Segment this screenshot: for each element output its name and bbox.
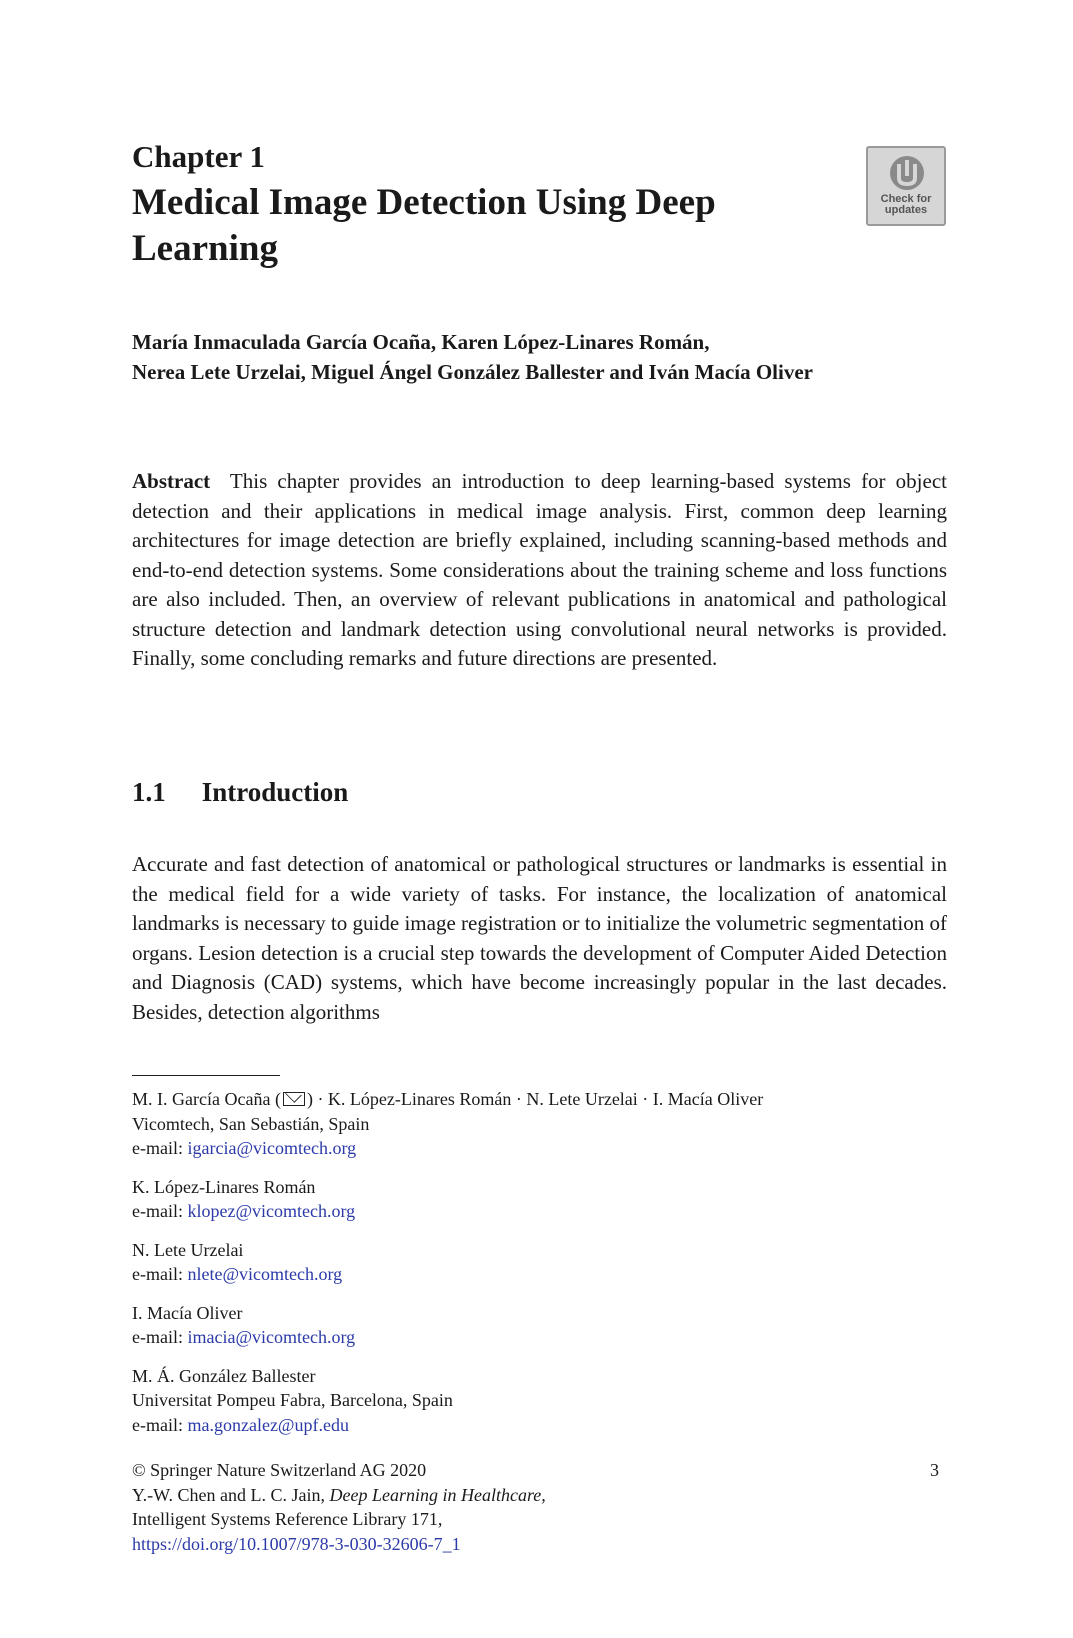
affiliation-vicomtech: Vicomtech, San Sebastián, Spain — [132, 1113, 370, 1134]
badge-text — [868, 194, 944, 216]
badge-line-1: Check for — [880, 193, 932, 205]
abstract-label: Abstract — [132, 469, 211, 493]
email-label: e-mail: — [132, 1138, 183, 1158]
author-name: K. López-Linares Román — [132, 1176, 316, 1197]
email-label: e-mail: — [132, 1264, 183, 1284]
author-list — [132, 327, 952, 387]
abstract — [132, 467, 947, 674]
authors-line-2: Nerea Lete Urzelai, Miguel Ángel González Ballester and Iván Macía Oliver — [132, 360, 813, 384]
email-link[interactable]: nlete@vicomtech.org — [187, 1264, 343, 1284]
section-number: 1.1 — [132, 777, 166, 807]
email-link[interactable]: imacia@vicomtech.org — [187, 1327, 356, 1347]
author-name: M. Á. González Ballester — [132, 1365, 316, 1386]
book-editors: Y.-W. Chen and L. C. Jain, — [132, 1484, 325, 1505]
author-footnotes — [132, 1087, 947, 1451]
coauthors-text: · K. López-Linares Román · N. Lete Urzelai · I. Macía Oliver — [317, 1089, 764, 1109]
email-link[interactable]: klopez@vicomtech.org — [187, 1201, 356, 1221]
email-link[interactable]: igarcia@vicomtech.org — [187, 1138, 357, 1158]
author-name: I. Macía Oliver — [132, 1302, 243, 1323]
footnote-author — [132, 1238, 947, 1287]
affiliation-upf: Universitat Pompeu Fabra, Barcelona, Spain — [132, 1390, 453, 1410]
section-heading — [132, 775, 348, 809]
email-label: e-mail: — [132, 1201, 183, 1221]
corresponding-author-name: M. I. García Ocaña — [132, 1089, 271, 1109]
envelope-icon — [283, 1092, 305, 1106]
author-name: N. Lete Urzelai — [132, 1239, 244, 1260]
footnote-divider — [132, 1075, 280, 1076]
footnote-author — [132, 1301, 947, 1350]
copyright-block — [132, 1458, 947, 1556]
email-label: e-mail: — [132, 1414, 183, 1435]
chapter-label: Chapter 1 — [132, 139, 265, 174]
email-link[interactable]: ma.gonzalez@upf.edu — [187, 1414, 349, 1435]
footnote-corresponding: M. I. García Ocaña ( ) · K. López-Linares Román · N. Lete Urzelai · I. Macía Oliver Vicomtech, San Sebastián, Spain e-mail: igarcia@vicomtech.org — [132, 1087, 947, 1161]
book-series: Intelligent Systems Reference Library 171, — [132, 1509, 443, 1529]
email-label: e-mail: — [132, 1327, 183, 1347]
authors-line-1: María Inmaculada García Ocaña, Karen López-Linares Román, — [132, 330, 710, 354]
book-title: Deep Learning in Healthcare, — [329, 1484, 546, 1505]
section-title: Introduction — [201, 777, 349, 807]
chapter-title: Medical Image Detection Using Deep Learning — [132, 182, 716, 269]
intro-paragraph: Accurate and fast detection of anatomical or pathological structures or landmarks is essential in the medical field for a wide variety of tasks. For instance, the localization of anatomical landmarks is necessary to guide image registration or to initialize the volumetric segmentation of organs. Lesion detection is a crucial step towards the development of Computer Aided Detection and Diagnosis (CAD) systems, which have become increasingly popular in the last decades. Besides, detection algorithms — [132, 852, 947, 1024]
footnote-author — [132, 1364, 947, 1438]
check-for-updates-badge[interactable] — [866, 146, 946, 226]
doi-link[interactable]: https://doi.org/10.1007/978-3-030-32606-7_1 — [132, 1533, 461, 1554]
abstract-text: This chapter provides an introduction to deep learning-based systems for object detection and their applications in medical image analysis. First, common deep learning architectures for image detection are briefly explained, including scanning-based methods and end-to-end detection systems. Some considerations about the training scheme and loss functions are also included. Then, an overview of relevant publications in anatomical and pathological structure detection and landmark detection using convolutional neural networks is provided. Finally, some concluding remarks and future directions are presented. — [132, 469, 947, 670]
check-for-updates-icon — [883, 154, 931, 194]
page-number: 3 — [930, 1460, 939, 1480]
badge-line-2: updates — [884, 204, 928, 216]
footnote-author — [132, 1175, 947, 1224]
copyright-line: © Springer Nature Switzerland AG 2020 — [132, 1460, 427, 1480]
